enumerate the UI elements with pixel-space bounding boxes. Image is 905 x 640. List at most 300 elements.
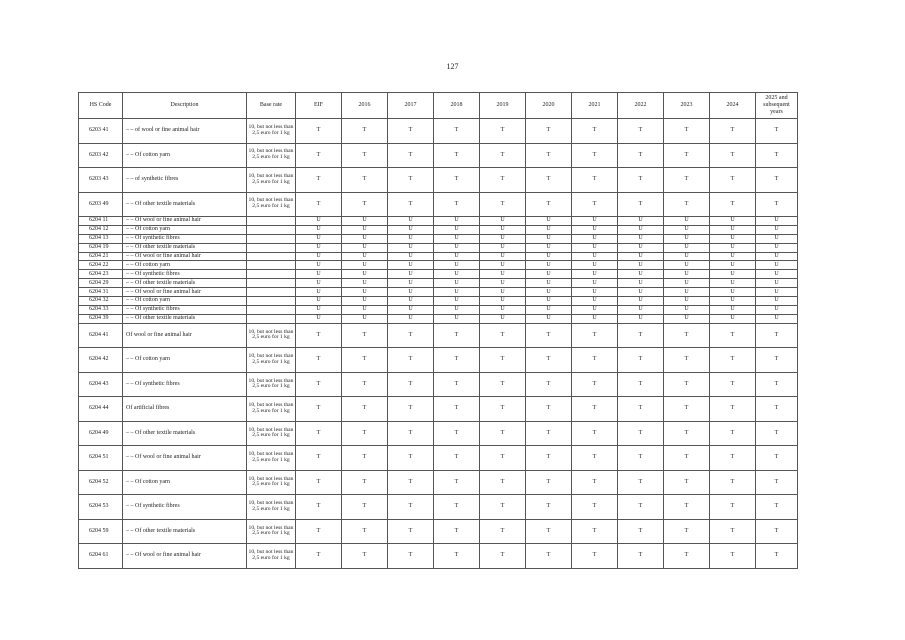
staging-category-cell: U — [526, 297, 572, 306]
base-rate-cell: 10, but not less than 2,5 euro for 1 kg — [247, 323, 296, 348]
staging-category-cell: U — [296, 261, 342, 270]
staging-category-cell: U — [342, 217, 388, 226]
staging-category-cell: T — [480, 495, 526, 520]
hs-code-cell: 6204 51 — [79, 446, 123, 471]
staging-category-cell: U — [526, 288, 572, 297]
hs-code-cell: 6204 11 — [79, 217, 123, 226]
staging-category-cell: T — [756, 519, 798, 544]
staging-category-cell: T — [480, 348, 526, 373]
hs-code-cell: 6204 61 — [79, 544, 123, 569]
header-year-2017: 2017 — [388, 93, 434, 119]
staging-category-cell: U — [342, 270, 388, 279]
description-cell: – – Of wool or fine animal hair — [123, 446, 247, 471]
base-rate-cell — [247, 252, 296, 261]
description-cell: – – Of wool or fine animal hair — [123, 252, 247, 261]
staging-category-cell: U — [388, 261, 434, 270]
staging-category-cell: U — [572, 225, 618, 234]
staging-category-cell: U — [434, 297, 480, 306]
staging-category-cell: U — [342, 288, 388, 297]
base-rate-cell — [247, 225, 296, 234]
staging-category-cell: T — [388, 323, 434, 348]
staging-category-cell: U — [618, 234, 664, 243]
staging-category-cell: U — [618, 270, 664, 279]
description-cell: Of wool or fine animal hair — [123, 323, 247, 348]
staging-category-cell: U — [526, 279, 572, 288]
staging-category-cell: U — [388, 217, 434, 226]
staging-category-cell: U — [296, 225, 342, 234]
hs-code-cell: 6204 49 — [79, 421, 123, 446]
hs-code-cell: 6204 33 — [79, 305, 123, 314]
staging-category-cell: T — [572, 143, 618, 168]
base-rate-cell — [247, 234, 296, 243]
staging-category-cell: U — [342, 234, 388, 243]
hs-code-cell: 6204 12 — [79, 225, 123, 234]
base-rate-cell: 10, but not less than 2,5 euro for 1 kg — [247, 348, 296, 373]
staging-category-cell: U — [710, 270, 756, 279]
staging-category-cell: U — [710, 261, 756, 270]
staging-category-cell: U — [480, 279, 526, 288]
staging-category-cell: T — [480, 446, 526, 471]
table-row — [79, 243, 798, 252]
staging-category-cell: T — [480, 168, 526, 193]
staging-category-cell: T — [756, 348, 798, 373]
staging-category-cell: T — [664, 519, 710, 544]
staging-category-cell: U — [618, 225, 664, 234]
staging-category-cell: T — [618, 495, 664, 520]
staging-category-cell: T — [618, 544, 664, 569]
staging-category-cell: T — [480, 397, 526, 422]
staging-category-cell: T — [572, 495, 618, 520]
staging-category-cell: T — [526, 119, 572, 144]
staging-category-cell: U — [618, 252, 664, 261]
staging-category-cell: U — [572, 217, 618, 226]
header-year-2022: 2022 — [618, 93, 664, 119]
staging-category-cell: U — [296, 305, 342, 314]
staging-category-cell: T — [434, 544, 480, 569]
staging-category-cell: T — [342, 323, 388, 348]
description-cell: – – Of other textile materials — [123, 421, 247, 446]
staging-category-cell: U — [618, 297, 664, 306]
staging-category-cell: T — [434, 470, 480, 495]
base-rate-cell: 10, but not less than 2,5 euro for 1 kg — [247, 446, 296, 471]
staging-category-cell: T — [388, 495, 434, 520]
staging-category-cell: U — [618, 279, 664, 288]
staging-category-cell: U — [480, 225, 526, 234]
table-body — [79, 119, 798, 569]
staging-category-cell: U — [388, 243, 434, 252]
description-cell: – – Of synthetic fibres — [123, 372, 247, 397]
staging-category-cell: T — [572, 192, 618, 217]
staging-category-cell: T — [342, 421, 388, 446]
staging-category-cell: T — [388, 421, 434, 446]
staging-category-cell: U — [388, 288, 434, 297]
staging-category-cell: U — [296, 270, 342, 279]
staging-category-cell: U — [342, 225, 388, 234]
staging-category-cell: U — [618, 305, 664, 314]
staging-category-cell: T — [526, 544, 572, 569]
staging-category-cell: U — [618, 217, 664, 226]
staging-category-cell: T — [618, 470, 664, 495]
base-rate-cell: 10, but not less than 2,5 euro for 1 kg — [247, 372, 296, 397]
staging-category-cell: T — [664, 372, 710, 397]
staging-category-cell: U — [710, 305, 756, 314]
staging-category-cell: T — [710, 519, 756, 544]
staging-category-cell: T — [434, 372, 480, 397]
hs-code-cell: 6203 41 — [79, 119, 123, 144]
staging-category-cell: U — [710, 279, 756, 288]
header-year-2019: 2019 — [480, 93, 526, 119]
base-rate-cell: 10, but not less than 2,5 euro for 1 kg — [247, 421, 296, 446]
staging-category-cell: U — [342, 305, 388, 314]
hs-code-cell: 6204 59 — [79, 519, 123, 544]
staging-category-cell: U — [664, 279, 710, 288]
staging-category-cell: T — [710, 323, 756, 348]
staging-category-cell: U — [756, 225, 798, 234]
staging-category-cell: U — [296, 217, 342, 226]
staging-category-cell: T — [618, 519, 664, 544]
description-cell: – – Of other textile materials — [123, 314, 247, 323]
staging-category-cell: T — [526, 495, 572, 520]
staging-category-cell: U — [388, 225, 434, 234]
staging-category-cell: U — [388, 270, 434, 279]
staging-category-cell: T — [388, 143, 434, 168]
staging-category-cell: T — [388, 192, 434, 217]
staging-category-cell: T — [664, 323, 710, 348]
staging-category-cell: T — [710, 372, 756, 397]
staging-category-cell: U — [342, 252, 388, 261]
staging-category-cell: T — [296, 421, 342, 446]
staging-category-cell: U — [572, 234, 618, 243]
staging-category-cell: T — [434, 119, 480, 144]
staging-category-cell: U — [664, 261, 710, 270]
staging-category-cell: U — [756, 314, 798, 323]
staging-category-cell: U — [572, 270, 618, 279]
staging-category-cell: T — [480, 192, 526, 217]
staging-category-cell: U — [526, 234, 572, 243]
staging-category-cell: T — [710, 446, 756, 471]
hs-code-cell: 6204 22 — [79, 261, 123, 270]
staging-category-cell: U — [434, 305, 480, 314]
staging-category-cell: T — [296, 323, 342, 348]
staging-category-cell: T — [572, 421, 618, 446]
staging-category-cell: T — [618, 192, 664, 217]
staging-category-cell: U — [756, 252, 798, 261]
staging-category-cell: T — [388, 372, 434, 397]
staging-category-cell: U — [664, 288, 710, 297]
header-year-2025-onward: 2025 and subsequent years — [756, 93, 798, 119]
staging-category-cell: U — [618, 243, 664, 252]
staging-category-cell: T — [618, 397, 664, 422]
staging-category-cell: U — [710, 314, 756, 323]
staging-category-cell: U — [296, 243, 342, 252]
staging-category-cell: U — [710, 288, 756, 297]
hs-code-cell: 6204 41 — [79, 323, 123, 348]
staging-category-cell: U — [526, 252, 572, 261]
table-row — [79, 372, 798, 397]
staging-category-cell: U — [710, 234, 756, 243]
staging-category-cell: U — [526, 314, 572, 323]
staging-category-cell: T — [618, 119, 664, 144]
staging-category-cell: U — [664, 305, 710, 314]
description-cell: – – Of synthetic fibres — [123, 270, 247, 279]
base-rate-cell — [247, 261, 296, 270]
hs-code-cell: 6204 32 — [79, 297, 123, 306]
staging-category-cell: T — [296, 519, 342, 544]
staging-category-cell: T — [756, 323, 798, 348]
staging-category-cell: T — [342, 372, 388, 397]
staging-category-cell: U — [434, 252, 480, 261]
staging-category-cell: T — [434, 323, 480, 348]
base-rate-cell — [247, 279, 296, 288]
staging-category-cell: T — [618, 446, 664, 471]
header-row — [79, 93, 798, 119]
staging-category-cell: T — [342, 544, 388, 569]
staging-category-cell: T — [710, 544, 756, 569]
table-row — [79, 544, 798, 569]
staging-category-cell: U — [572, 252, 618, 261]
staging-category-cell: U — [388, 279, 434, 288]
staging-category-cell: U — [664, 225, 710, 234]
staging-category-cell: T — [664, 470, 710, 495]
staging-category-cell: U — [388, 314, 434, 323]
staging-category-cell: T — [572, 519, 618, 544]
staging-category-cell: T — [526, 168, 572, 193]
staging-category-cell: U — [664, 314, 710, 323]
staging-category-cell: U — [572, 314, 618, 323]
header-year-2020: 2020 — [526, 93, 572, 119]
staging-category-cell: T — [572, 397, 618, 422]
description-cell: – – Of cotton yarn — [123, 297, 247, 306]
staging-category-cell: T — [756, 143, 798, 168]
description-cell: – – Of wool or fine animal hair — [123, 544, 247, 569]
description-cell: – – Of other textile materials — [123, 519, 247, 544]
staging-category-cell: T — [434, 446, 480, 471]
staging-category-cell: U — [480, 234, 526, 243]
hs-code-cell: 6203 43 — [79, 168, 123, 193]
staging-category-cell: U — [434, 270, 480, 279]
staging-category-cell: T — [526, 446, 572, 471]
staging-category-cell: T — [388, 397, 434, 422]
staging-category-cell: U — [480, 288, 526, 297]
staging-category-cell: T — [296, 495, 342, 520]
table-row — [79, 217, 798, 226]
staging-category-cell: T — [434, 519, 480, 544]
staging-category-cell: T — [526, 470, 572, 495]
staging-category-cell: T — [664, 397, 710, 422]
staging-category-cell: T — [572, 470, 618, 495]
description-cell: – – Of synthetic fibres — [123, 305, 247, 314]
staging-category-cell: T — [480, 421, 526, 446]
description-cell: – – Of cotton yarn — [123, 470, 247, 495]
staging-category-cell: U — [756, 279, 798, 288]
hs-code-cell: 6204 42 — [79, 348, 123, 373]
header-year-2016: 2016 — [342, 93, 388, 119]
staging-category-cell: T — [434, 143, 480, 168]
staging-category-cell: U — [480, 217, 526, 226]
staging-category-cell: T — [480, 470, 526, 495]
table-row — [79, 297, 798, 306]
staging-category-cell: U — [572, 279, 618, 288]
staging-category-cell: U — [434, 243, 480, 252]
staging-category-cell: T — [664, 446, 710, 471]
staging-category-cell: T — [756, 397, 798, 422]
staging-category-cell: T — [572, 348, 618, 373]
staging-category-cell: T — [756, 421, 798, 446]
staging-category-cell: U — [388, 297, 434, 306]
staging-category-cell: T — [342, 348, 388, 373]
table-row — [79, 234, 798, 243]
staging-category-cell: T — [664, 421, 710, 446]
description-cell: – – Of wool or fine animal hair — [123, 217, 247, 226]
staging-category-cell: U — [572, 297, 618, 306]
description-cell: – – Of synthetic fibres — [123, 234, 247, 243]
staging-category-cell: U — [434, 225, 480, 234]
description-cell: – – Of synthetic fibres — [123, 495, 247, 520]
staging-category-cell: U — [572, 305, 618, 314]
staging-category-cell: T — [342, 397, 388, 422]
staging-category-cell: T — [710, 348, 756, 373]
staging-category-cell: T — [756, 372, 798, 397]
table-row — [79, 519, 798, 544]
staging-category-cell: U — [388, 234, 434, 243]
table-row — [79, 348, 798, 373]
staging-category-cell: U — [756, 217, 798, 226]
table-row — [79, 225, 798, 234]
staging-category-cell: U — [756, 243, 798, 252]
staging-category-cell: U — [710, 297, 756, 306]
staging-category-cell: U — [710, 225, 756, 234]
header-year-2024: 2024 — [710, 93, 756, 119]
staging-category-cell: U — [618, 261, 664, 270]
table-row — [79, 270, 798, 279]
description-cell: – – Of wool or fine animal hair — [123, 288, 247, 297]
staging-category-cell: T — [664, 168, 710, 193]
staging-category-cell: U — [480, 297, 526, 306]
staging-category-cell: T — [618, 143, 664, 168]
staging-category-cell: T — [434, 192, 480, 217]
hs-code-cell: 6204 31 — [79, 288, 123, 297]
table-row — [79, 252, 798, 261]
staging-category-cell: T — [480, 519, 526, 544]
staging-category-cell: U — [664, 297, 710, 306]
base-rate-cell: 10, but not less than 2,5 euro for 1 kg — [247, 470, 296, 495]
staging-category-cell: U — [664, 252, 710, 261]
staging-category-cell: T — [434, 348, 480, 373]
hs-code-cell: 6203 42 — [79, 143, 123, 168]
base-rate-cell: 10, but not less than 2,5 euro for 1 kg — [247, 143, 296, 168]
staging-category-cell: U — [710, 217, 756, 226]
staging-category-cell: T — [756, 470, 798, 495]
base-rate-cell: 10, but not less than 2,5 euro for 1 kg — [247, 119, 296, 144]
staging-category-cell: U — [618, 314, 664, 323]
staging-category-cell: U — [526, 217, 572, 226]
staging-category-cell: T — [296, 348, 342, 373]
staging-category-cell: U — [342, 261, 388, 270]
staging-category-cell: T — [618, 348, 664, 373]
staging-category-cell: T — [526, 192, 572, 217]
staging-category-cell: T — [296, 397, 342, 422]
staging-category-cell: U — [664, 234, 710, 243]
staging-category-cell: U — [434, 234, 480, 243]
staging-category-cell: T — [572, 168, 618, 193]
staging-category-cell: U — [756, 288, 798, 297]
staging-category-cell: U — [664, 270, 710, 279]
hs-code-cell: 6204 21 — [79, 252, 123, 261]
table-row — [79, 305, 798, 314]
header-description: Description — [123, 93, 247, 119]
header-eif: EIF — [296, 93, 342, 119]
staging-category-cell: U — [296, 252, 342, 261]
table-row — [79, 495, 798, 520]
description-cell: – – Of other textile materials — [123, 279, 247, 288]
staging-category-cell: T — [342, 519, 388, 544]
base-rate-cell — [247, 243, 296, 252]
staging-category-cell: T — [526, 421, 572, 446]
base-rate-cell — [247, 217, 296, 226]
staging-category-cell: T — [434, 397, 480, 422]
staging-category-cell: T — [664, 495, 710, 520]
hs-code-cell: 6204 29 — [79, 279, 123, 288]
staging-category-cell: T — [296, 372, 342, 397]
staging-category-cell: T — [664, 192, 710, 217]
staging-category-cell: T — [710, 495, 756, 520]
staging-category-cell: T — [572, 544, 618, 569]
staging-category-cell: U — [664, 217, 710, 226]
staging-category-cell: U — [480, 305, 526, 314]
table-row — [79, 119, 798, 144]
staging-category-cell: U — [664, 243, 710, 252]
staging-category-cell: U — [296, 234, 342, 243]
table-row — [79, 261, 798, 270]
staging-category-cell: T — [342, 119, 388, 144]
staging-category-cell: T — [480, 544, 526, 569]
staging-category-cell: T — [618, 168, 664, 193]
staging-category-cell: U — [710, 243, 756, 252]
staging-category-cell: T — [572, 372, 618, 397]
staging-category-cell: U — [480, 314, 526, 323]
staging-category-cell: T — [296, 143, 342, 168]
staging-category-cell: T — [480, 143, 526, 168]
staging-category-cell: U — [756, 261, 798, 270]
staging-category-cell: T — [618, 421, 664, 446]
description-cell: – – Of cotton yarn — [123, 225, 247, 234]
staging-category-cell: T — [342, 495, 388, 520]
staging-category-cell: T — [388, 168, 434, 193]
table-row — [79, 446, 798, 471]
staging-category-cell: T — [756, 192, 798, 217]
staging-category-cell: U — [296, 279, 342, 288]
base-rate-cell: 10, but not less than 2,5 euro for 1 kg — [247, 519, 296, 544]
staging-category-cell: T — [756, 119, 798, 144]
staging-category-cell: T — [618, 372, 664, 397]
base-rate-cell: 10, but not less than 2,5 euro for 1 kg — [247, 397, 296, 422]
staging-category-cell: T — [756, 495, 798, 520]
staging-category-cell: T — [296, 168, 342, 193]
staging-category-cell: U — [526, 270, 572, 279]
staging-category-cell: T — [296, 119, 342, 144]
staging-category-cell: U — [296, 288, 342, 297]
table-row — [79, 397, 798, 422]
staging-category-cell: T — [342, 470, 388, 495]
description-cell: – – of wool or fine animal hair — [123, 119, 247, 144]
staging-category-cell: T — [526, 397, 572, 422]
staging-category-cell: T — [526, 143, 572, 168]
staging-category-cell: T — [618, 323, 664, 348]
table-row — [79, 470, 798, 495]
hs-code-cell: 6204 19 — [79, 243, 123, 252]
staging-category-cell: U — [526, 261, 572, 270]
staging-category-cell: T — [342, 446, 388, 471]
